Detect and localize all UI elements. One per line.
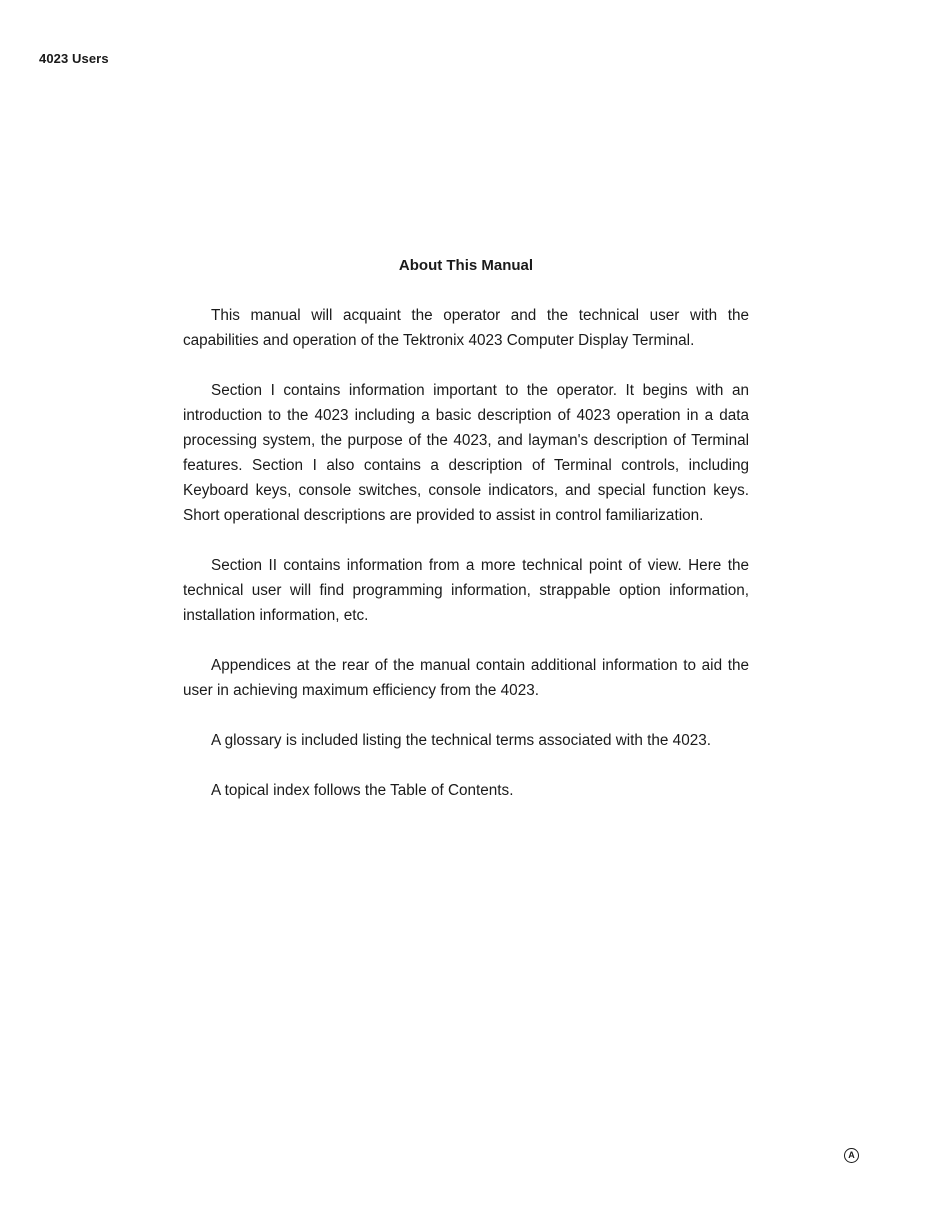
paragraph-glossary: A glossary is included listing the technical terms associated with the 4023. [211,732,711,749]
paragraph-section-1: Section I contains information important to the operator. It begins with an introduction to the 4023 including a basic description of 4023 operation in a data processing system, the purpose of the 4023, and layman's description of Terminal features. Section I also contains a description of Terminal controls, including Keyboard keys, console switches, console indicators, and special function keys. Short operational descriptions are provided to assist in control familiarization. [183,382,749,524]
running-header: 4023 Users [39,51,109,66]
paragraph-intro: This manual will acquaint the operator and the technical user with the capabilities and operation of the Tektronix 4023 Computer Display Terminal. [183,307,749,349]
body-text [183,303,749,803]
paragraph-index: A topical index follows the Table of Contents. [211,782,514,799]
paragraph-appendices: Appendices at the rear of the manual contain additional information to aid the user in achieving maximum efficiency from the 4023. [183,657,749,699]
page-title: About This Manual [398,257,534,274]
revision-mark-icon: A [844,1148,859,1163]
paragraph-section-2: Section II contains information from a more technical point of view. Here the technical user will find programming information, strappable option information, installation information, etc. [183,557,749,624]
